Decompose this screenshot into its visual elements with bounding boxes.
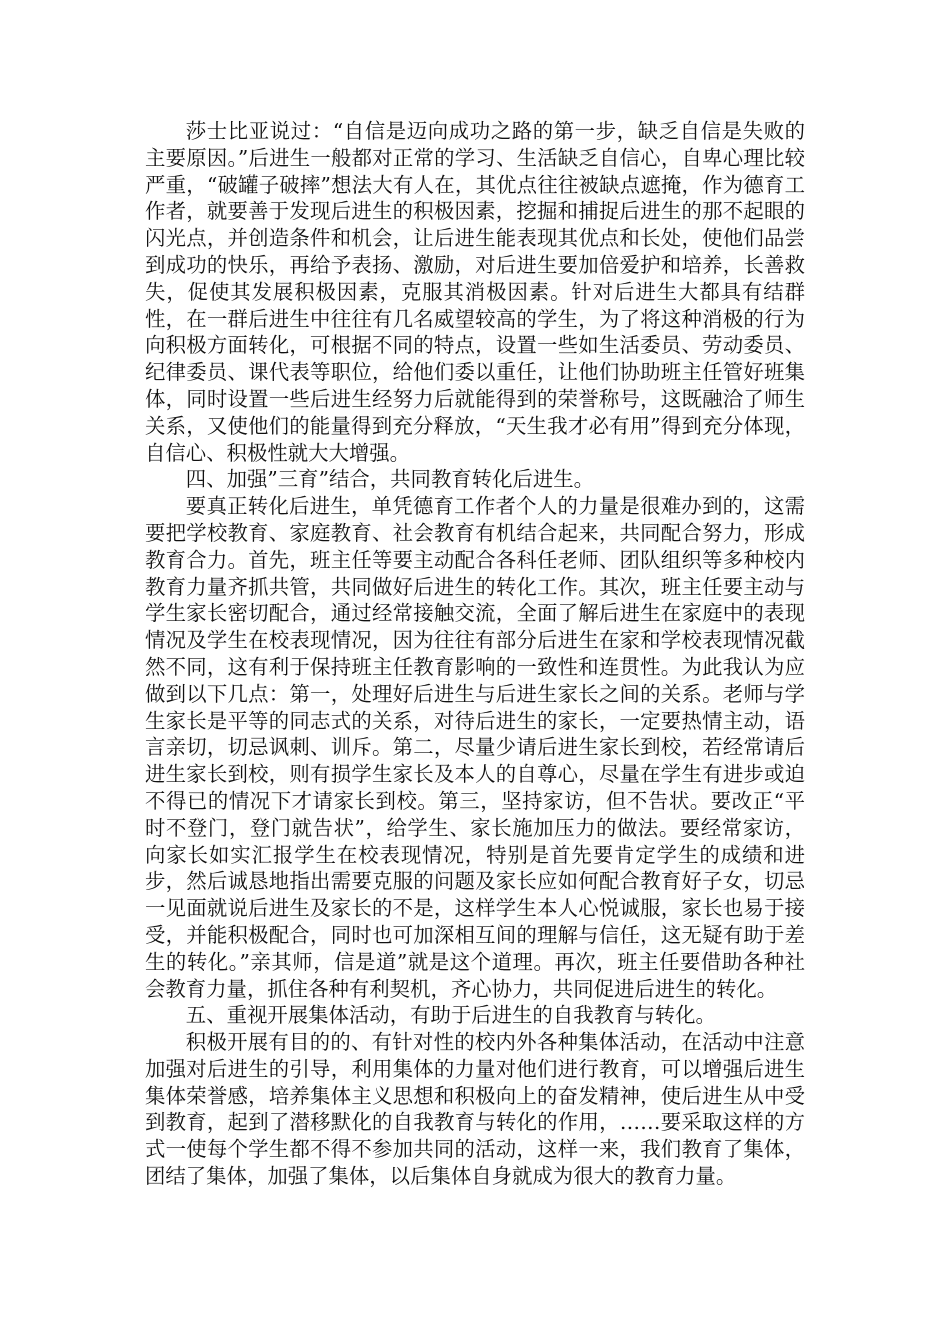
paragraph-self-confidence: 莎士比亚说过：“自信是迈向成功之路的第一步，缺乏自信是失败的主要原因。”后进生一般都对正常的学习、生活缺乏自信心，自卑心理比较严重，“破罐子破摔”想法大有人在，其优点往往被缺点遮掩，作为德育工作者，就要善于发现后进生的积极因素，挖掘和捕捉后进生的那不起眼的闪光点，并创造条件和机会，让后进生能表现其优点和长处，使他们品尝到成功的快乐，再给予表扬、激励，对后进生要加倍爱护和培养，长善救失，促使其发展积极因素，克服其消极因素。针对后进生大都具有结群性，在一群后进生中往往有几名威望较高的学生，为了将这种消极的行为向积极方面转化，可根据不同的特点，设置一些如生活委员、劳动委员、纪律委员、课代表等职位，给他们委以重任，让他们协助班主任管好班集体，同时设置一些后进生经努力后就能得到的荣誉称号，这既融洽了师生关系，又使他们的能量得到充分释放，“天生我才必有用”得到充分体现，自信心、积极性就大大增强。 xyxy=(145,119,805,465)
section-heading-four: 四、加强”三育”结合，共同教育转化后进生。 xyxy=(185,467,595,492)
section-heading-five: 五、重视开展集体活动，有助于后进生的自我教育与转化。 xyxy=(185,1003,716,1028)
paragraph-collective-activities: 积极开展有目的的、有针对性的校内外各种集体活动，在活动中注意加强对后进生的引导，利用集体的力量对他们进行教育，可以增强后进生集体荣誉感，培养集体主义思想和积极向上的奋发精神，使后进生从中受到教育，起到了潜移默化的自我教育与转化的作用，……要采取这样的方式一使每个学生都不得不参加共同的活动，这样一来，我们教育了集体，团结了集体，加强了集体，以后集体自身就成为很大的教育力量。 xyxy=(145,1030,805,1189)
document-body xyxy=(145,118,805,1190)
paragraph-combined-education: 要真正转化后进生，单凭德育工作者个人的力量是很难办到的，这需要把学校教育、家庭教育、社会教育有机结合起来，共同配合努力，形成教育合力。首先，班主任等要主动配合各科任老师、团队组织等多种校内教育力量齐抓共管，共同做好后进生的转化工作。其次，班主任要主动与学生家长密切配合，通过经常接触交流，全面了解后进生在家庭中的表现情况及学生在校表现情况，因为往往有部分后进生在家和学校表现情况截然不同，这有利于保持班主任教育影响的一致性和连贯性。为此我认为应做到以下几点：第一，处理好后进生与后进生家长之间的关系。老师与学生家长是平等的同志式的关系，对待后进生的家长，一定要热情主动，语言亲切，切忌讽刺、训斥。第二，尽量少请后进生家长到校，若经常请后进生家长到校，则有损学生家长及本人的自尊心，尽量在学生有进步或迫不得已的情况下才请家长到校。第三，坚持家访，但不告状。要改正“平时不登门，登门就告状”，给学生、家长施加压力的做法。要经常家访，向家长如实汇报学生在校表现情况，特别是首先要肯定学生的成绩和进步，然后诚恳地指出需要克服的问题及家长应如何配合教育好子女，切忌一见面就说后进生及家长的不是，这样学生本人心悦诚服，家长也易于接受，并能积极配合，同时也可加深相互间的理解与信任，这无疑有助于差生的转化。”亲其师，信是道”就是这个道理。再次，班主任要借助各种社会教育力量，抓住各种有利契机，齐心协力，共同促进后进生的转化。 xyxy=(145,494,805,1001)
